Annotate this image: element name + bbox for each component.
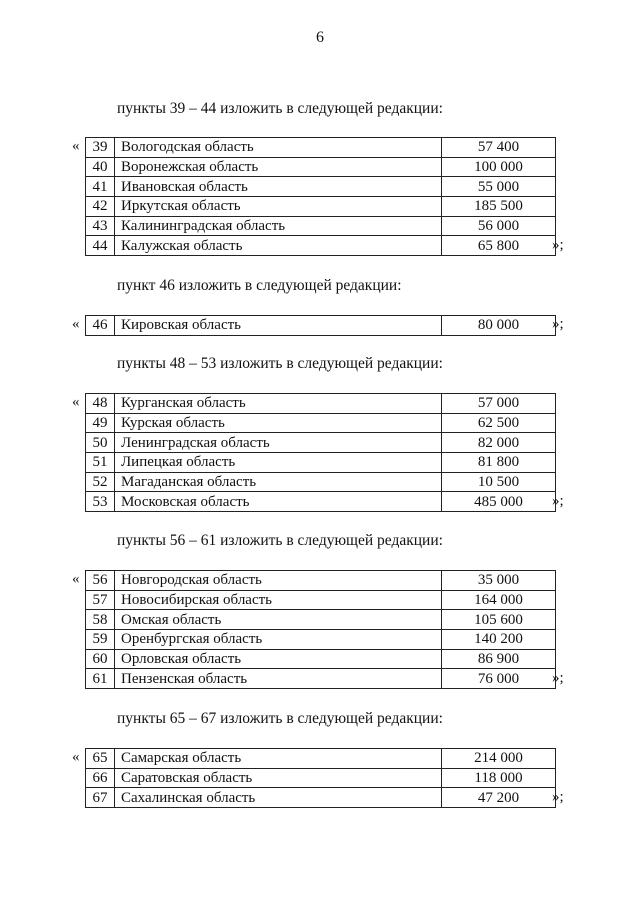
table-row [86,453,556,473]
section-intro: пункты 56 – 61 изложить в следующей редакции: [117,532,443,549]
row-number: 40 [86,157,115,177]
table-row [86,610,556,630]
region-name: Сахалинская область [115,788,442,808]
region-name: Пензенская область [115,669,442,689]
row-number: 61 [86,669,115,689]
table-row [86,157,556,177]
closing-quote: »; [552,237,564,253]
region-name: Новосибирская область [115,590,442,610]
closing-quote: »; [552,789,564,805]
region-name: Липецкая область [115,453,442,473]
opening-quote: « [72,316,80,332]
amount: 10 500 [442,472,556,492]
amount: 105 600 [442,610,556,630]
table-row [86,236,556,256]
row-number: 44 [86,236,115,256]
opening-quote: « [72,394,80,410]
amount: 100 000 [442,157,556,177]
row-number: 57 [86,590,115,610]
region-name: Калужская область [115,236,442,256]
closing-quote: »; [552,316,564,332]
amount: 485 000 [442,492,556,512]
region-name: Кировская область [115,316,442,336]
closing-quote: »; [552,670,564,686]
table-row [86,394,556,414]
region-name: Омская область [115,610,442,630]
row-number: 59 [86,630,115,650]
region-name: Вологодская область [115,138,442,158]
amount: 47 200 [442,788,556,808]
region-name: Иркутская область [115,197,442,217]
row-number: 39 [86,138,115,158]
table-row [86,138,556,158]
amount: 65 800 [442,236,556,256]
closing-quote: »; [552,493,564,509]
amount: 82 000 [442,433,556,453]
row-number: 66 [86,768,115,788]
region-name: Орловская область [115,649,442,669]
opening-quote: « [72,138,80,154]
table-row [86,788,556,808]
table-row [86,216,556,236]
table-row [86,492,556,512]
section-intro: пункт 46 изложить в следующей редакции: [117,277,402,294]
section-intro: пункты 39 – 44 изложить в следующей редакции: [117,100,443,117]
opening-quote: « [72,749,80,765]
table-row [86,433,556,453]
amount: 214 000 [442,749,556,769]
amount: 57 000 [442,394,556,414]
row-number: 53 [86,492,115,512]
region-name: Новгородская область [115,571,442,591]
region-name: Воронежская область [115,157,442,177]
table-row [86,749,556,769]
table-row [86,669,556,689]
region-name: Саратовская область [115,768,442,788]
region-name: Оренбургская область [115,630,442,650]
page-number: 6 [316,29,324,46]
region-name: Самарская область [115,749,442,769]
row-number: 46 [86,316,115,336]
row-number: 58 [86,610,115,630]
row-number: 67 [86,788,115,808]
row-number: 50 [86,433,115,453]
amount: 118 000 [442,768,556,788]
row-number: 52 [86,472,115,492]
amount: 80 000 [442,316,556,336]
table-row [86,472,556,492]
row-number: 43 [86,216,115,236]
amount: 81 800 [442,453,556,473]
region-name: Ивановская область [115,177,442,197]
table-row [86,197,556,217]
row-number: 60 [86,649,115,669]
amount: 164 000 [442,590,556,610]
amount: 56 000 [442,216,556,236]
opening-quote: « [72,571,80,587]
region-name: Курганская область [115,394,442,414]
region-name: Магаданская область [115,472,442,492]
table-row [86,630,556,650]
row-number: 65 [86,749,115,769]
region-name: Калининградская область [115,216,442,236]
table-row [86,571,556,591]
section-intro: пункты 48 – 53 изложить в следующей редакции: [117,355,443,372]
row-number: 51 [86,453,115,473]
table-row [86,316,556,336]
table-row [86,590,556,610]
table-row [86,413,556,433]
amount: 35 000 [442,571,556,591]
table-row [86,177,556,197]
amount: 140 200 [442,630,556,650]
table-row [86,768,556,788]
section-intro: пункты 65 – 67 изложить в следующей редакции: [117,710,443,727]
row-number: 48 [86,394,115,414]
row-number: 49 [86,413,115,433]
table-row [86,649,556,669]
region-name: Ленинградская область [115,433,442,453]
amount: 62 500 [442,413,556,433]
amount: 76 000 [442,669,556,689]
row-number: 42 [86,197,115,217]
amount: 57 400 [442,138,556,158]
row-number: 41 [86,177,115,197]
amount: 185 500 [442,197,556,217]
region-name: Московская область [115,492,442,512]
amount: 55 000 [442,177,556,197]
amount: 86 900 [442,649,556,669]
row-number: 56 [86,571,115,591]
region-name: Курская область [115,413,442,433]
